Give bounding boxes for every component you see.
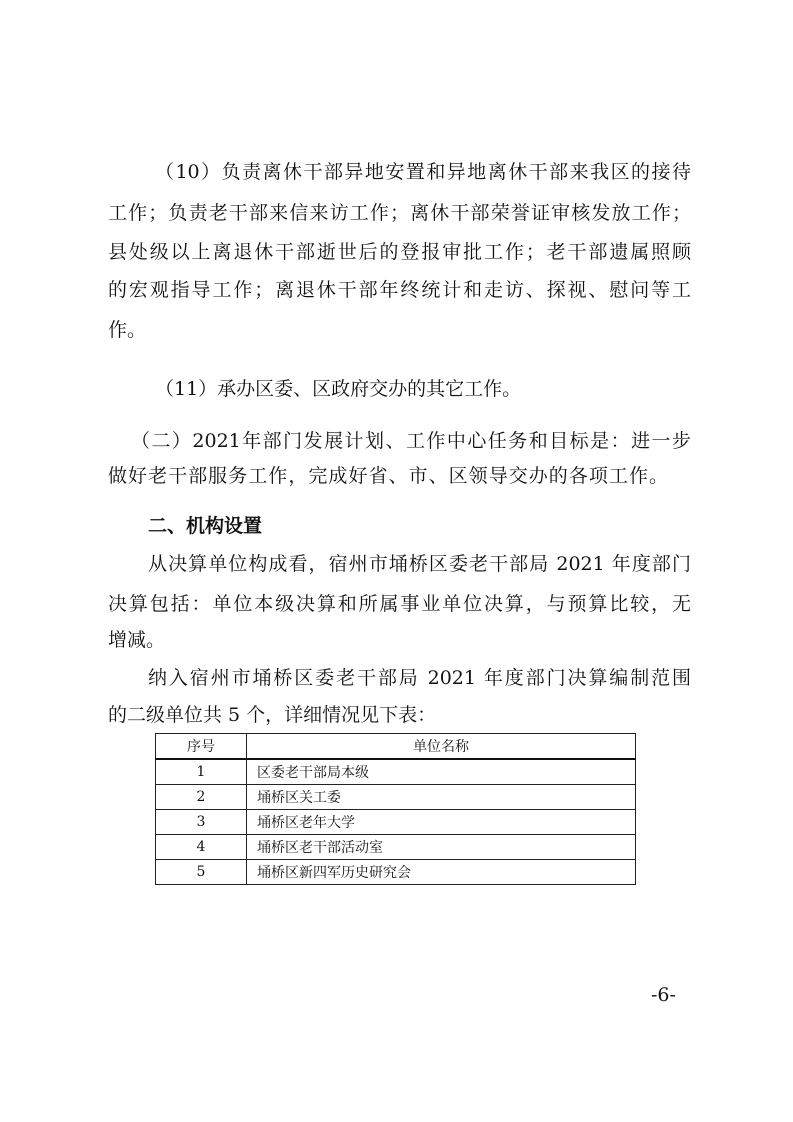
table-row bbox=[156, 785, 636, 810]
column-header-serial: 序号 bbox=[156, 734, 247, 760]
page-number: -6- bbox=[651, 984, 676, 1006]
text-line: 纳入宿州市埇桥区委老干部局 2021 年度部门决算编制范围 bbox=[148, 667, 691, 689]
text-line: 从决算单位构成看，宿州市埇桥区委老干部局 2021 年度部门 bbox=[148, 553, 691, 575]
text-line: 作。 bbox=[108, 319, 147, 341]
text-line: 工作；负责老干部来信来访工作；离休干部荣誉证审核发放工作； bbox=[108, 202, 691, 224]
text-line: （10）负责离休干部异地安置和异地离休干部来我区的接待 bbox=[155, 161, 691, 183]
text-line: 县处级以上离退休干部逝世后的登报审批工作；老干部遗属照顾 bbox=[108, 241, 691, 263]
text-line: 的二级单位共 5 个，详细情况见下表： bbox=[108, 704, 437, 726]
text-line: 做好老干部服务工作，完成好省、市、区领导交办的各项工作。 bbox=[108, 465, 668, 487]
cell-unit-name: 埇桥区老年大学 bbox=[247, 810, 636, 835]
cell-serial: 5 bbox=[156, 860, 247, 885]
table-row bbox=[156, 835, 636, 860]
units-table bbox=[155, 733, 636, 885]
text-line: （二）2021年部门发展计划、工作中心任务和目标是：进一步 bbox=[131, 430, 691, 452]
cell-unit-name: 埇桥区老干部活动室 bbox=[247, 835, 636, 860]
cell-unit-name: 埇桥区关工委 bbox=[247, 785, 636, 810]
table-row bbox=[156, 860, 636, 885]
cell-serial: 2 bbox=[156, 785, 247, 810]
cell-serial: 1 bbox=[156, 759, 247, 785]
cell-serial: 3 bbox=[156, 810, 247, 835]
text-line: 决算包括：单位本级决算和所属事业单位决算，与预算比较，无 bbox=[108, 593, 691, 615]
table-row bbox=[156, 810, 636, 835]
text-line: （11）承办区委、区政府交办的其它工作。 bbox=[155, 378, 522, 400]
section-heading: 二、机构设置 bbox=[148, 515, 263, 537]
table-header-row bbox=[156, 734, 636, 760]
cell-serial: 4 bbox=[156, 835, 247, 860]
column-header-unit-name: 单位名称 bbox=[247, 734, 636, 760]
cell-unit-name: 区委老干部局本级 bbox=[247, 759, 636, 785]
text-line: 的宏观指导工作；离退休干部年终统计和走访、探视、慰问等工 bbox=[108, 279, 691, 301]
table-row bbox=[156, 759, 636, 785]
text-line: 增减。 bbox=[108, 629, 166, 651]
cell-unit-name: 埇桥区新四军历史研究会 bbox=[247, 860, 636, 885]
